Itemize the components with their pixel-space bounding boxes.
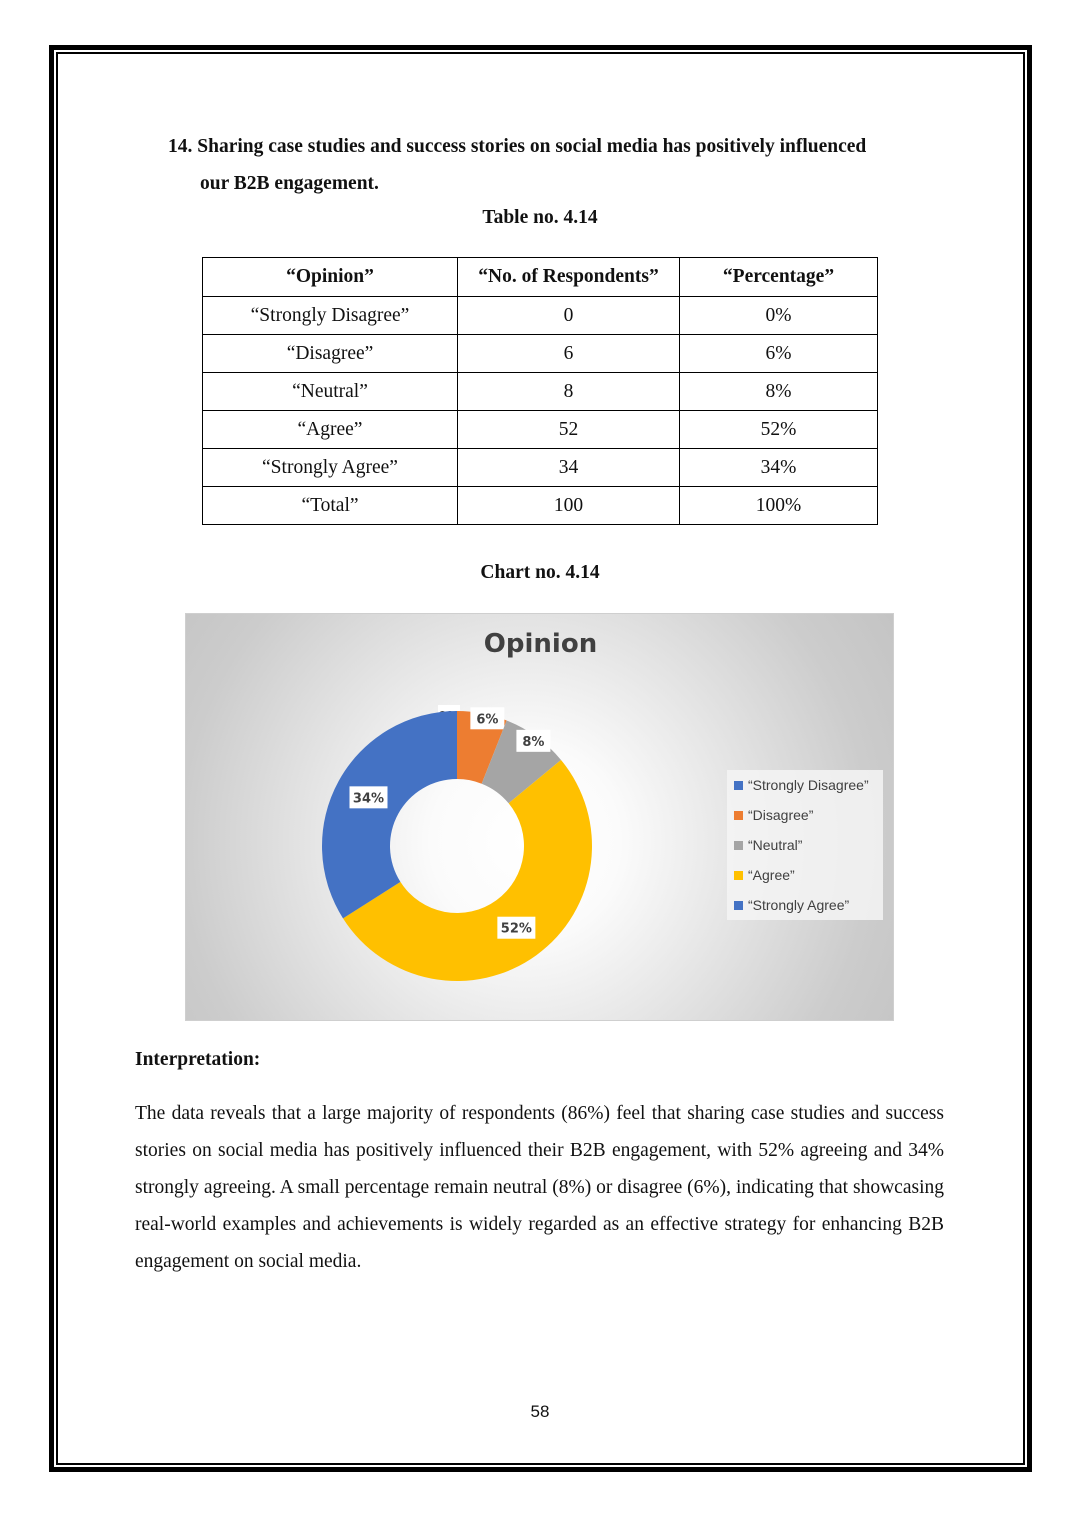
- header-opinion: “Opinion”: [203, 258, 458, 297]
- cell-respondents: 52: [458, 411, 680, 449]
- data-label: 8%: [522, 734, 545, 750]
- cell-percentage: 0%: [680, 297, 878, 335]
- cell-percentage: 52%: [680, 411, 878, 449]
- cell-respondents: 100: [458, 487, 680, 525]
- data-label: 6%: [476, 712, 499, 728]
- cell-opinion: “Strongly Agree”: [203, 449, 458, 487]
- legend-label: “Strongly Disagree”: [748, 777, 869, 793]
- cell-opinion: “Agree”: [203, 411, 458, 449]
- interpretation-heading: Interpretation:: [135, 1049, 261, 1070]
- cell-respondents: 8: [458, 373, 680, 411]
- cell-percentage: 6%: [680, 335, 878, 373]
- table-row: [203, 335, 878, 373]
- legend-item: [727, 834, 883, 864]
- data-label: 34%: [352, 791, 385, 807]
- legend-label: “Strongly Agree”: [748, 897, 850, 913]
- cell-respondents: 6: [458, 335, 680, 373]
- table-row: [203, 449, 878, 487]
- cell-percentage: 34%: [680, 449, 878, 487]
- question-line-1: 14. Sharing case studies and success stories on social media has positively influenced: [168, 136, 867, 157]
- legend-label: “Disagree”: [748, 807, 814, 823]
- legend-label: “Neutral”: [748, 837, 803, 853]
- table-row-total: [203, 487, 878, 525]
- cell-opinion: “Total”: [203, 487, 458, 525]
- legend-swatch: [734, 811, 743, 820]
- data-label: 52%: [500, 921, 532, 937]
- header-respondents: “No. of Respondents”: [458, 258, 680, 297]
- cell-opinion: “Neutral”: [203, 373, 458, 411]
- table-caption: Table no. 4.14: [482, 207, 598, 228]
- chart-title: Opinion: [483, 629, 598, 659]
- cell-respondents: 34: [458, 449, 680, 487]
- legend-swatch: [734, 841, 743, 850]
- donut-slice: [322, 711, 457, 918]
- cell-opinion: “Disagree”: [203, 335, 458, 373]
- question-heading: [168, 128, 958, 202]
- legend-item: [727, 894, 883, 924]
- legend-item: [727, 864, 883, 894]
- cell-percentage: 100%: [680, 487, 878, 525]
- legend-swatch: [734, 781, 743, 790]
- legend-item: [727, 774, 883, 804]
- header-percentage: “Percentage”: [680, 258, 878, 297]
- donut-chart: [185, 613, 894, 1021]
- respondents-table: [202, 257, 878, 525]
- table-row: [203, 411, 878, 449]
- legend-label: “Agree”: [748, 867, 795, 883]
- chart-legend: [727, 770, 883, 920]
- table-header-row: [203, 258, 878, 297]
- table-row: [203, 297, 878, 335]
- legend-item: [727, 804, 883, 834]
- question-line-2: our B2B engagement.: [200, 173, 379, 194]
- interpretation-body: The data reveals that a large majority of respondents (86%) feel that sharing case studies and success stories on social media has positively influenced their B2B engagement, with 52% agreeing and 34% strongly agreeing. A small percentage remain neutral (8%) or disagree (6%), indicating that showcasing real-world examples and achievements is widely regarded as an effective strategy for enhancing B2B engagement on social media.: [135, 1103, 944, 1272]
- table-row: [203, 373, 878, 411]
- legend-swatch: [734, 871, 743, 880]
- page-number: 58: [530, 1402, 550, 1421]
- cell-opinion: “Strongly Disagree”: [203, 297, 458, 335]
- cell-respondents: 0: [458, 297, 680, 335]
- legend-swatch: [734, 901, 743, 910]
- chart-caption: Chart no. 4.14: [480, 562, 600, 583]
- cell-percentage: 8%: [680, 373, 878, 411]
